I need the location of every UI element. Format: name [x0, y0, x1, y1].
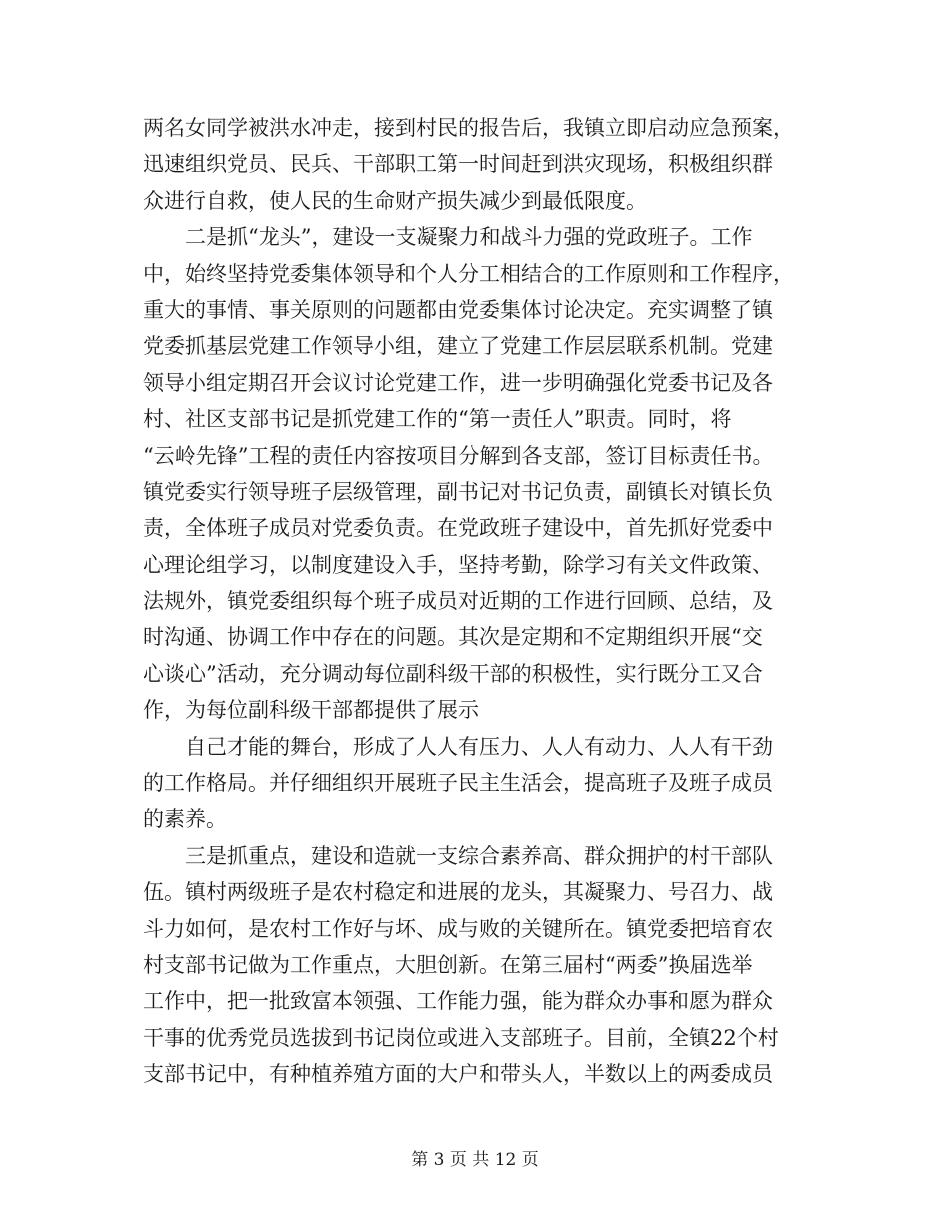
text-line: 作，为每位副科级干部都提供了展示 — [143, 698, 479, 723]
text-line: 工作中，把一批致富本领强、工作能力强，能为群众办事和愿为群众 — [143, 989, 773, 1014]
text-line: 伍。镇村两级班子是农村稳定和进展的龙头，其凝聚力、号召力、战 — [143, 880, 773, 905]
text-line: 斗力如何，是农村工作好与坏、成与败的关键所在。镇党委把培育农 — [143, 916, 773, 941]
text-line: 党委抓基层党建工作领导小组，建立了党建工作层层联系机制。党建 — [143, 334, 773, 359]
page-number-footer: 第 3 页 共 12 页 — [411, 1150, 539, 1170]
text-line: “云岭先锋”工程的责任内容按项目分解到各支部，签订目标责任书。 — [143, 443, 774, 468]
text-line: 干事的优秀党员选拔到书记岗位或进入支部班子。目前，全镇22个村 — [143, 1025, 779, 1050]
text-line: 重大的事情、事关原则的问题都由党委集体讨论决定。充实调整了镇 — [143, 297, 773, 322]
text-line: 领导小组定期召开会议讨论党建工作，进一步明确强化党委书记及各 — [143, 370, 773, 395]
text-line: 二是抓“龙头”，建设一支凝聚力和战斗力强的党政班子。工作 — [143, 225, 753, 250]
text-line: 责，全体班子成员对党委负责。在党政班子建设中，首先抓好党委中 — [143, 516, 773, 541]
text-line: 心谈心”活动，充分调动每位副科级干部的积极性，实行既分工又合 — [143, 661, 763, 686]
text-line: 支部书记中，有种植养殖方面的大户和带头人，半数以上的两委成员 — [143, 1062, 773, 1087]
text-line: 迅速组织党员、民兵、干部职工第一时间赶到洪灾现场，积极组织群 — [143, 152, 773, 177]
text-line: 中，始终坚持党委集体领导和个人分工相结合的工作原则和工作程序， — [143, 261, 794, 286]
text-line: 心理论组学习，以制度建设入手，坚持考勤，除学习有关文件政策、 — [143, 552, 773, 577]
text-line: 法规外，镇党委组织每个班子成员对近期的工作进行回顾、总结，及 — [143, 589, 773, 614]
text-line: 自己才能的舞台，形成了人人有压力、人人有动力、人人有干劲 — [143, 734, 773, 759]
text-line: 两名女同学被洪水冲走，接到村民的报告后，我镇立即启动应急预案， — [143, 116, 794, 140]
text-line: 的工作格局。并仔细组织开展班子民主生活会，提高班子及班子成员 — [143, 771, 773, 796]
text-line: 三是抓重点，建设和造就一支综合素养高、群众拥护的村干部队 — [143, 843, 773, 868]
body-text — [143, 110, 813, 1093]
text-line: 镇党委实行领导班子层级管理，副书记对书记负责，副镇长对镇长负 — [143, 479, 773, 504]
text-line: 村支部书记做为工作重点，大胆创新。在第三届村“两委”换届选举 — [143, 952, 753, 977]
text-line: 的素养。 — [143, 807, 227, 832]
text-line: 时沟通、协调工作中存在的问题。其次是定期和不定期组织开展“交 — [143, 625, 763, 650]
text-line: 众进行自救，使人民的生命财产损失减少到最低限度。 — [143, 188, 647, 213]
text-line: 村、社区支部书记是抓党建工作的“第一责任人”职责。同时，将 — [143, 407, 732, 432]
